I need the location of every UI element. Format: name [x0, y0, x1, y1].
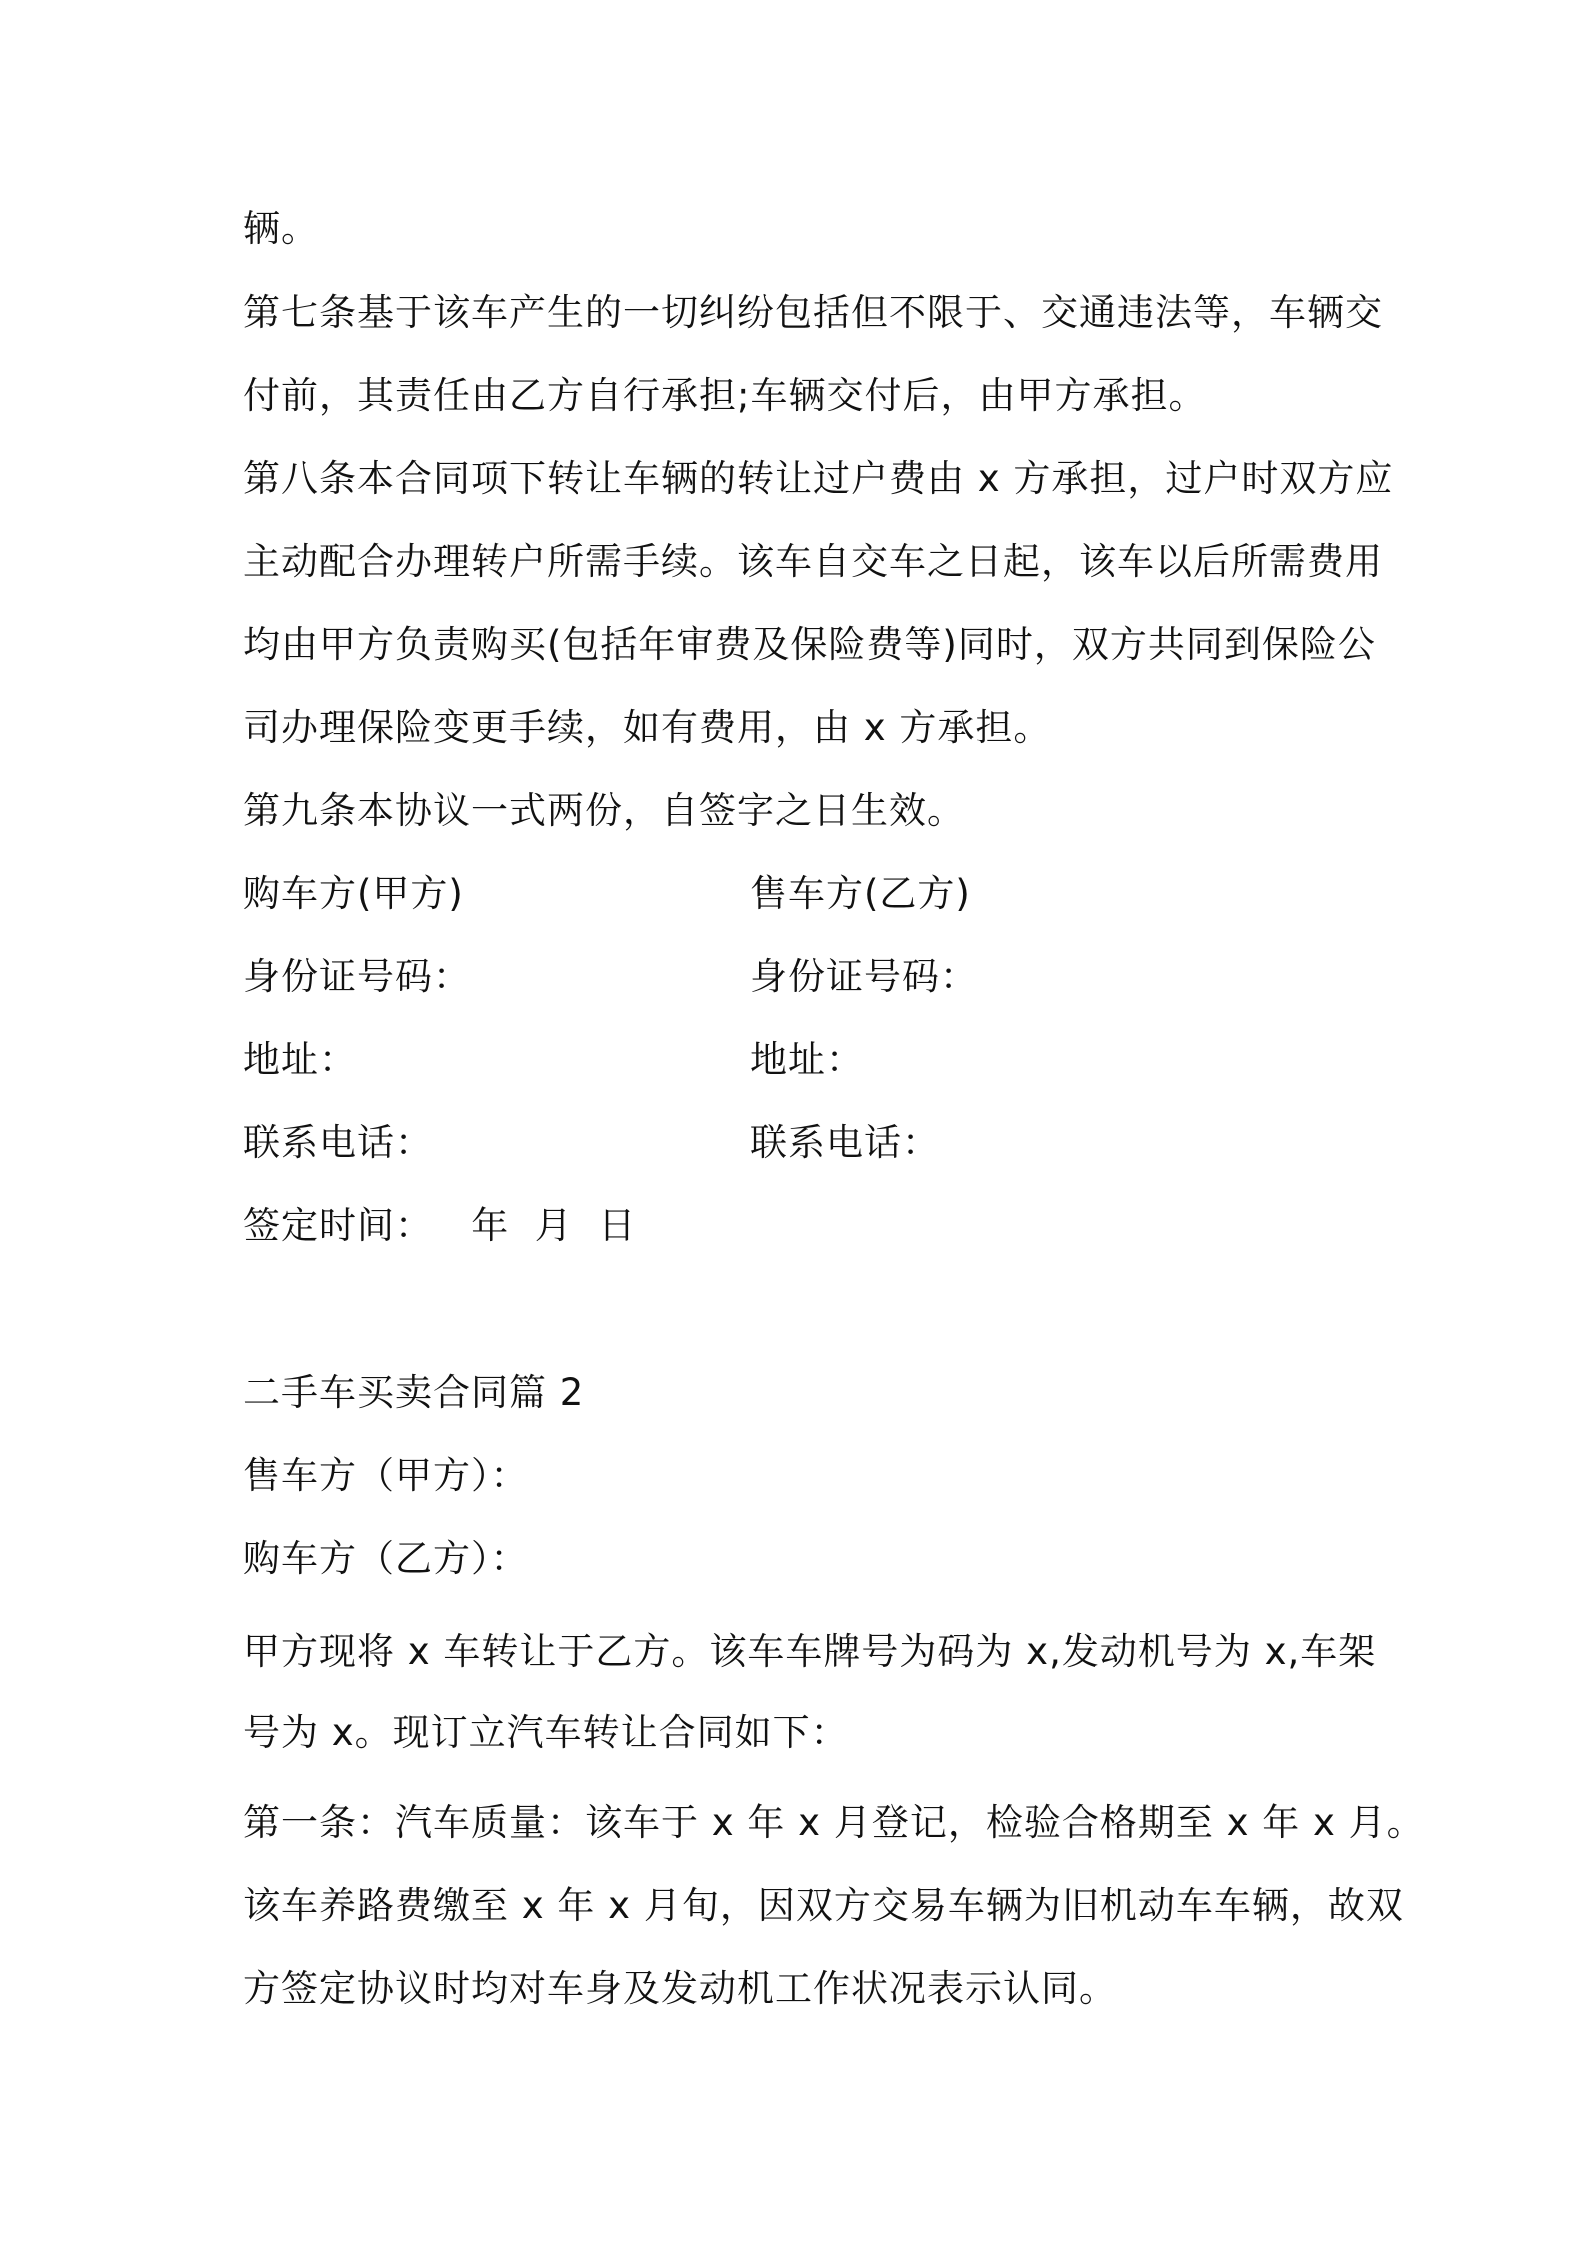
buyer-phone-label: 联系电话： — [243, 1121, 433, 1164]
article-8-line-1: 第八条本合同项下转让车辆的转让过户费由 x 方承担，过户时双方应 — [243, 457, 1394, 500]
section-2-seller: 售车方（甲方）： — [243, 1454, 529, 1497]
article-8-line-4: 司办理保险变更手续，如有费用，由 x 方承担。 — [243, 706, 1052, 749]
buyer-address-label: 地址： — [243, 1038, 357, 1081]
section-2-buyer: 购车方（乙方）： — [243, 1537, 529, 1580]
paragraph-line: 辆。 — [243, 207, 319, 250]
buyer-id-label: 身份证号码： — [243, 955, 471, 998]
seller-id-label: 身份证号码： — [750, 955, 978, 998]
article-8-line-2: 主动配合办理转户所需手续。该车自交车之日起，该车以后所需费用 — [243, 540, 1383, 583]
seller-address-label: 地址： — [750, 1038, 864, 1081]
section-2-line-1: 甲方现将 x 车转让于乙方。该车车牌号为码为 x,发动机号为 x,车架 — [243, 1630, 1377, 1673]
seller-party-label: 售车方(乙方) — [750, 872, 971, 915]
article-8-line-3: 均由甲方负责购买(包括年审费及保险费等)同时，双方共同到保险公 — [243, 623, 1376, 666]
article-7-line-1: 第七条基于该车产生的一切纠纷包括但不限于、交通违法等，车辆交 — [243, 291, 1383, 334]
article-1-line-1: 第一条：汽车质量：该车于 x 年 x 月登记，检验合格期至 x 年 x 月。 — [243, 1801, 1425, 1844]
signing-date-line: 签定时间： 年 月 日 — [243, 1204, 637, 1247]
article-1-line-2: 该车养路费缴至 x 年 x 月旬，因双方交易车辆为旧机动车车辆，故双 — [243, 1884, 1404, 1927]
section-2-line-2: 号为 x。现订立汽车转让合同如下： — [243, 1711, 849, 1754]
article-9-line: 第九条本协议一式两份，自签字之日生效。 — [243, 789, 965, 832]
seller-phone-label: 联系电话： — [750, 1121, 940, 1164]
article-1-line-3: 方签定协议时均对车身及发动机工作状况表示认同。 — [243, 1967, 1117, 2010]
buyer-party-label: 购车方(甲方) — [243, 872, 464, 915]
section-2-title: 二手车买卖合同篇 2 — [243, 1371, 585, 1414]
article-7-line-2: 付前，其责任由乙方自行承担;车辆交付后，由甲方承担。 — [243, 374, 1207, 417]
